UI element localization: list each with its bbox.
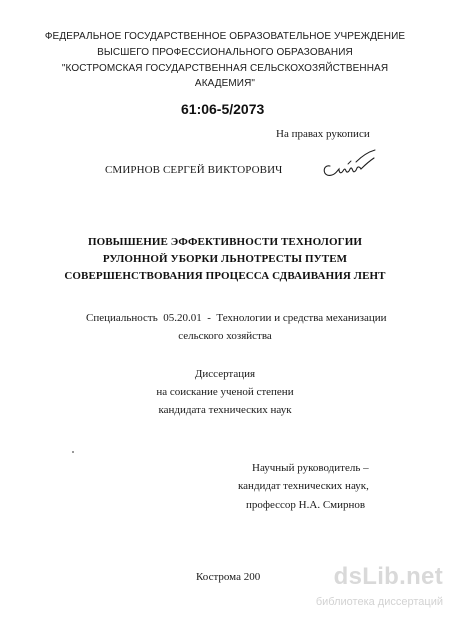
specialty-continuation: сельского хозяйства (178, 330, 272, 342)
city-year: Кострома 200 (196, 571, 261, 583)
thesis-title-line-3: СОВЕРШЕНСТВОВАНИЯ ПРОЦЕССА СДВАИВАНИЯ ЛЕНТ (64, 270, 386, 282)
specialty-line: Специальность 05.20.01 - Технологии и средства механизации (86, 312, 387, 324)
advisor-line-3: профессор Н.А. Смирнов (246, 499, 366, 511)
thesis-title-line-2: РУЛОННОЙ УБОРКИ ЛЬНОТРЕСТЫ ПУТЕМ (102, 253, 348, 265)
thesis-title-line-1: ПОВЫШЕНИЕ ЭФФЕКТИВНОСТИ ТЕХНОЛОГИИ (87, 236, 363, 248)
institution-line-4: АКАДЕМИЯ" (194, 78, 256, 89)
dissertation-label: Диссертация (194, 368, 256, 380)
rights-note: На правах рукописи (276, 128, 370, 140)
institution-line-2: ВЫСШЕГО ПРОФЕССИОНАЛЬНОГО ОБРАЗОВАНИЯ (97, 47, 353, 58)
dslib-watermark (315, 563, 447, 619)
degree-line-2: кандидата технических наук (158, 404, 292, 416)
watermark-logo: dsLib.net (333, 563, 443, 590)
scan-speck (72, 451, 74, 453)
library-code: 61:06-5/2073 (181, 101, 265, 117)
institution-line-3: "КОСТРОМСКАЯ ГОСУДАРСТВЕННАЯ СЕЛЬСКОХОЗЯЙСТВЕННАЯ (61, 63, 389, 74)
institution-line-1: ФЕДЕРАЛЬНОЕ ГОСУДАРСТВЕННОЕ ОБРАЗОВАТЕЛЬНОЕ УЧРЕЖДЕНИЕ (44, 31, 406, 42)
author-name: СМИРНОВ СЕРГЕЙ ВИКТОРОВИЧ (105, 164, 283, 176)
degree-line-1: на соискание ученой степени (156, 386, 294, 398)
watermark-subtitle: библиотека диссертаций (315, 596, 443, 608)
handwritten-signature (318, 144, 378, 184)
advisor-line-2: кандидат технических наук, (238, 480, 369, 492)
advisor-line-1: Научный руководитель – (252, 462, 369, 474)
